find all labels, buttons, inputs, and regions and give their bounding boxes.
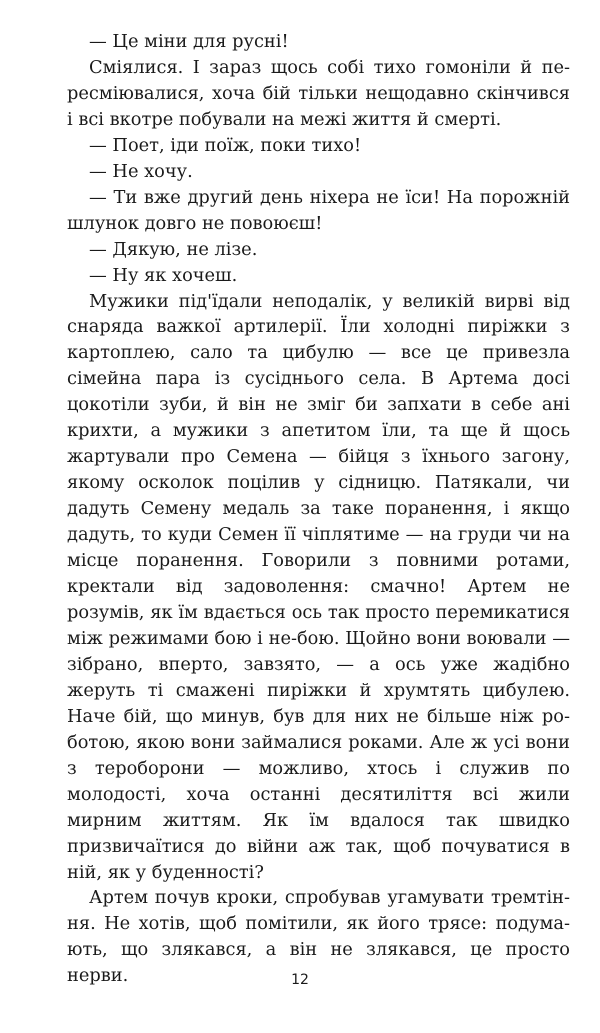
- paragraph-dialogue-eat: — Поет, іди поїж, поки тихо!: [89, 134, 362, 156]
- paragraph-dialogue-second-day: — Ти вже другий день ніхера не їси! На порожній шлунок довго не повоюєш!: [67, 186, 570, 234]
- paragraph-dialogue-thanks: — Дякую, не лізе.: [89, 238, 258, 260]
- body-text: [67, 29, 570, 989]
- paragraph-dialogue-no: — Не хочу.: [89, 160, 193, 182]
- page-number: 12: [291, 972, 309, 988]
- paragraph-laughing: Сміялися. І зараз щось собі тихо гомоніли й пересміювалися, хоча бій тільки нещодавно скінчився і всі вкотре побували на межі життя й смерті.: [67, 56, 570, 130]
- paragraph-dialogue-mines: — Це міни для русні!: [89, 31, 289, 52]
- paragraph-dialogue-as-you-wish: — Ну як хочеш.: [89, 264, 238, 286]
- paragraph-artem-steps: Артем почув кроки, спробував угамувати тремтіння. Не хотів, щоб помітили, як його трясе: подумають, що злякався, а він не злякався, це просто нерви.: [67, 887, 570, 987]
- paragraph-men-eating: Мужики під'їдали неподалік, у великій вирві від снаряда важкої артилерії. Їли холодні пиріжки з картоплею, сало та цибулю — все це привезла сімейна пара із сусіднього села. В Артема досі цокотіли зуби, й він не зміг би запхати в себе ані крихти, а мужики з апетитом їли, та ще й щось жартували про Семена — бійця з їхнього загону, якому осколок поцілив у сідницю. Патякали, чи дадуть Семену медаль за таке поранення, і якщо дадуть, то куди Семен її чіплятиме — на груди чи на місце поранення. Говорили з повними ротами, кректали від задоволення: смачно! Артем не розумів, як їм вдається ось так просто перемикатися між режимами бою і не-бою. Щойно вони воювали — зібрано, вперто, завзято, — а ось уже жадібно жеруть ті смажені пиріжки й хрумтять цибулею. Наче бій, що минув, був для них не більше ніж роботою, якою вони займалися роками. Але ж усі вони з тероборони — можливо, хтось і служив по молодості, хоча останні десятиліття всі жили мирним життям. Як їм вдалося так швидко призвичаїтися до війни аж так, щоб почуватися в ній, як у буденності?: [67, 290, 570, 883]
